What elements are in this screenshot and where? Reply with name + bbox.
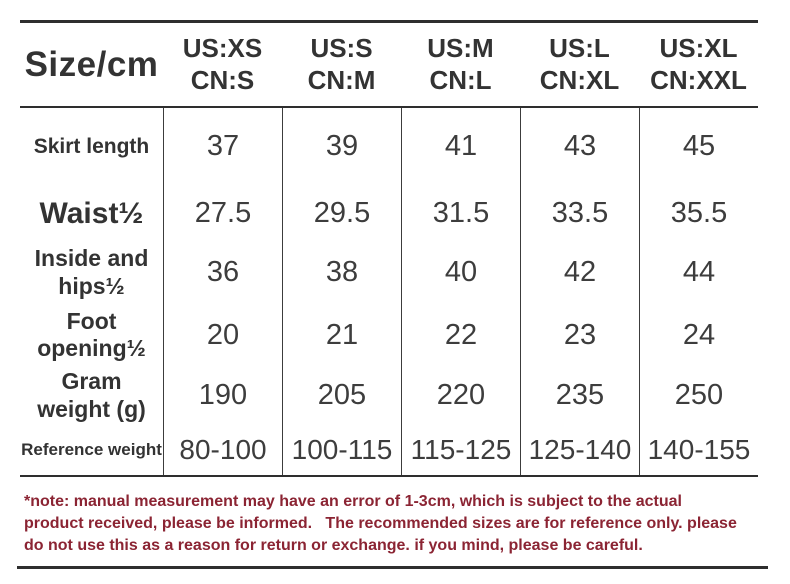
table-cell: 37 bbox=[163, 108, 282, 185]
row-label-line: hips½ bbox=[58, 272, 125, 299]
table-cell: 140-155 bbox=[639, 424, 758, 475]
size-chart-body bbox=[20, 108, 758, 477]
cn-size-label: CN:XL bbox=[539, 64, 620, 95]
us-size-label: US:XS bbox=[182, 32, 263, 63]
row-label-line: Gram bbox=[61, 368, 122, 395]
row-label-line: Foot bbox=[66, 307, 117, 334]
table-row-inside-and-hips bbox=[20, 242, 758, 303]
table-row-skirt-length bbox=[20, 108, 758, 185]
column-header-xl bbox=[639, 33, 758, 96]
row-label bbox=[20, 108, 163, 185]
table-cell: 21 bbox=[282, 303, 401, 367]
cn-size-label: CN:XXL bbox=[650, 64, 747, 95]
row-label-line: opening½ bbox=[37, 335, 146, 361]
table-cell: 31.5 bbox=[401, 185, 520, 242]
row-label bbox=[20, 303, 163, 367]
column-header-m bbox=[401, 33, 520, 96]
table-cell: 100-115 bbox=[282, 424, 401, 475]
table-cell: 45 bbox=[639, 108, 758, 185]
table-row-gram-weight bbox=[20, 367, 758, 424]
column-header-l bbox=[520, 33, 639, 96]
size-chart-header-row bbox=[20, 20, 758, 108]
table-cell: 36 bbox=[163, 242, 282, 303]
row-label bbox=[20, 367, 163, 424]
table-cell: 220 bbox=[401, 367, 520, 424]
row-label-line: Inside and bbox=[34, 245, 149, 272]
row-label-line: Waist½ bbox=[39, 196, 144, 230]
cn-size-label: CN:M bbox=[307, 64, 376, 95]
table-cell: 35.5 bbox=[639, 185, 758, 242]
table-cell: 40 bbox=[401, 242, 520, 303]
row-label-line: weight (g) bbox=[37, 395, 146, 422]
table-cell: 29.5 bbox=[282, 185, 401, 242]
table-cell: 23 bbox=[520, 303, 639, 367]
table-cell: 22 bbox=[401, 303, 520, 367]
table-cell: 33.5 bbox=[520, 185, 639, 242]
table-cell: 39 bbox=[282, 108, 401, 185]
table-cell: 125-140 bbox=[520, 424, 639, 475]
us-size-label: US:XL bbox=[659, 32, 738, 63]
table-cell: 190 bbox=[163, 367, 282, 424]
bottom-divider bbox=[17, 566, 768, 569]
row-label bbox=[20, 185, 163, 242]
table-cell: 27.5 bbox=[163, 185, 282, 242]
row-label-line: Reference weight bbox=[21, 439, 162, 459]
table-cell: 38 bbox=[282, 242, 401, 303]
row-label-line: Skirt length bbox=[33, 134, 150, 158]
size-chart-table bbox=[20, 20, 758, 477]
column-header-s bbox=[282, 33, 401, 96]
table-cell: 235 bbox=[520, 367, 639, 424]
table-cell: 24 bbox=[639, 303, 758, 367]
size-unit-label: Size/cm bbox=[24, 44, 159, 84]
table-cell: 42 bbox=[520, 242, 639, 303]
table-cell: 43 bbox=[520, 108, 639, 185]
row-label bbox=[20, 242, 163, 303]
table-cell: 115-125 bbox=[401, 424, 520, 475]
table-row-foot-opening bbox=[20, 303, 758, 367]
us-size-label: US:S bbox=[310, 32, 373, 63]
column-header-xs bbox=[163, 33, 282, 96]
cn-size-label: CN:L bbox=[429, 64, 492, 95]
table-cell: 44 bbox=[639, 242, 758, 303]
row-label bbox=[20, 424, 163, 475]
table-cell: 205 bbox=[282, 367, 401, 424]
us-size-label: US:L bbox=[549, 32, 610, 63]
table-row-waist bbox=[20, 185, 758, 242]
cn-size-label: CN:S bbox=[190, 64, 255, 95]
table-cell: 250 bbox=[639, 367, 758, 424]
table-cell: 41 bbox=[401, 108, 520, 185]
table-cell: 20 bbox=[163, 303, 282, 367]
measurement-disclaimer-note: *note: manual measurement may have an error of 1-3cm, which is subject to the actual product received, please be informed. The recommended sizes are for reference only. please do not use this as a reason for return or exchange. if you mind, please be careful. bbox=[24, 493, 742, 554]
table-cell: 80-100 bbox=[163, 424, 282, 475]
table-row-reference-weight bbox=[20, 424, 758, 475]
us-size-label: US:M bbox=[427, 32, 494, 63]
